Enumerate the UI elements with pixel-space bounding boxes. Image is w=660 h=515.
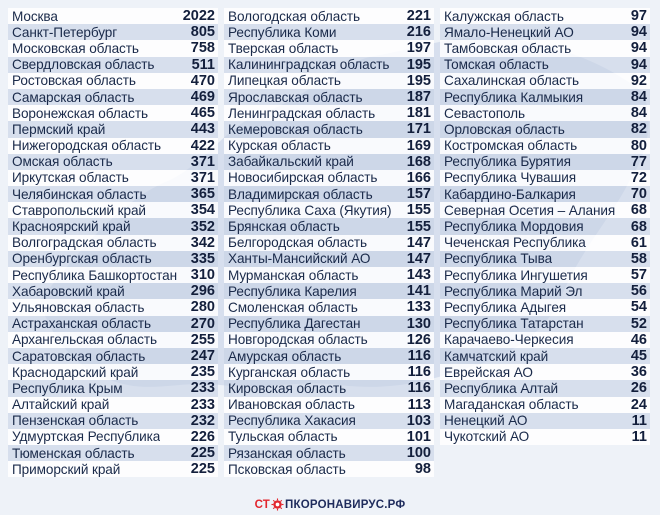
case-count: 226 bbox=[190, 428, 215, 445]
case-count: 147 bbox=[406, 250, 431, 267]
case-count: 470 bbox=[190, 72, 215, 89]
region-name: Ленинградская область bbox=[228, 105, 376, 121]
region-name: Саратовская область bbox=[12, 348, 146, 364]
table-row bbox=[224, 89, 434, 105]
case-count: 155 bbox=[406, 202, 431, 219]
footer bbox=[0, 494, 660, 515]
case-count: 116 bbox=[407, 348, 431, 365]
region-name: Челябинская область bbox=[12, 186, 147, 202]
table-row bbox=[440, 202, 650, 218]
table-row bbox=[8, 105, 218, 121]
table-row bbox=[440, 316, 650, 332]
table-row bbox=[224, 138, 434, 154]
region-name: Чеченская Республика bbox=[444, 235, 586, 251]
region-name: Республика Адыгея bbox=[444, 299, 567, 315]
region-name: Свердловская область bbox=[12, 57, 155, 73]
region-name: Алтайский край bbox=[12, 397, 110, 413]
region-name: Ивановская область bbox=[228, 397, 355, 413]
region-name: Ямало-Ненецкий АО bbox=[444, 24, 574, 40]
table-row bbox=[8, 299, 218, 315]
table-row bbox=[440, 170, 650, 186]
table-row bbox=[224, 170, 434, 186]
table-row bbox=[440, 413, 650, 429]
region-name: Рязанская область bbox=[228, 445, 346, 461]
case-count: 221 bbox=[406, 8, 431, 25]
logo-text-part1: СТ bbox=[254, 498, 271, 511]
region-name: Костромская область bbox=[444, 138, 578, 154]
case-count: 225 bbox=[190, 461, 215, 478]
table-row bbox=[224, 8, 434, 24]
region-name: Мурманская область bbox=[228, 267, 359, 283]
case-count: 11 bbox=[631, 428, 647, 445]
case-count: 61 bbox=[630, 234, 647, 251]
region-name: Республика Мордовия bbox=[444, 219, 584, 235]
case-count: 84 bbox=[630, 105, 647, 122]
table-row bbox=[440, 332, 650, 348]
case-count: 371 bbox=[190, 169, 215, 186]
case-count: 371 bbox=[190, 153, 215, 170]
case-count: 195 bbox=[406, 56, 431, 73]
table-row bbox=[8, 170, 218, 186]
region-name: Ненецкий АО bbox=[444, 413, 528, 429]
column-1 bbox=[8, 8, 218, 477]
case-count: 97 bbox=[630, 8, 647, 25]
case-count: 68 bbox=[630, 218, 647, 235]
case-count: 335 bbox=[190, 250, 215, 267]
region-name: Вологодская область bbox=[228, 8, 360, 24]
table-row bbox=[8, 121, 218, 137]
table-row bbox=[224, 121, 434, 137]
region-name: Новгородская область bbox=[228, 332, 368, 348]
case-count: 280 bbox=[190, 299, 215, 316]
table-row bbox=[440, 89, 650, 105]
region-name: Калужская область bbox=[444, 8, 564, 24]
table-row bbox=[8, 138, 218, 154]
case-count: 255 bbox=[190, 331, 215, 348]
region-name: Иркутская область bbox=[12, 170, 129, 186]
table-row bbox=[224, 461, 434, 477]
region-name: Республика Тыва bbox=[444, 251, 553, 267]
case-count: 2022 bbox=[182, 8, 215, 25]
region-name: Кемеровская область bbox=[228, 121, 363, 137]
case-count: 92 bbox=[630, 72, 647, 89]
table-row bbox=[440, 154, 650, 170]
table-row bbox=[8, 8, 218, 24]
table-row bbox=[8, 283, 218, 299]
region-name: Республика Татарстан bbox=[444, 316, 584, 332]
case-count: 270 bbox=[190, 315, 215, 332]
region-name: Санкт-Петербург bbox=[12, 24, 118, 40]
case-count: 46 bbox=[630, 331, 647, 348]
case-count: 84 bbox=[630, 89, 647, 106]
region-name: Москва bbox=[12, 8, 58, 24]
table-row bbox=[224, 105, 434, 121]
table-row bbox=[8, 202, 218, 218]
table-row bbox=[440, 397, 650, 413]
case-count: 58 bbox=[630, 250, 647, 267]
table-row bbox=[224, 267, 434, 283]
region-name: Забайкальский край bbox=[228, 154, 354, 170]
table-row bbox=[224, 24, 434, 40]
case-count: 94 bbox=[630, 40, 647, 57]
stopcoronavirus-logo bbox=[255, 498, 406, 511]
region-name: Удмуртская Республика bbox=[12, 429, 161, 445]
table-row bbox=[224, 218, 434, 234]
region-name: Республика Башкортостан bbox=[12, 267, 177, 283]
region-name: Брянская область bbox=[228, 219, 340, 235]
region-name: Липецкая область bbox=[228, 73, 341, 89]
table-row bbox=[8, 397, 218, 413]
table-row bbox=[440, 138, 650, 154]
table-row bbox=[224, 348, 434, 364]
table-row bbox=[8, 57, 218, 73]
case-count: 232 bbox=[190, 412, 215, 429]
case-count: 133 bbox=[406, 299, 431, 316]
region-name: Республика Хакасия bbox=[228, 413, 356, 429]
region-name: Камчатский край bbox=[444, 348, 549, 364]
region-name: Красноярский край bbox=[12, 219, 131, 235]
table-row bbox=[440, 73, 650, 89]
region-name: Калининградская область bbox=[228, 57, 390, 73]
case-count: 80 bbox=[630, 137, 647, 154]
region-name: Республика Крым bbox=[12, 380, 123, 396]
region-name: Республика Марий Эл bbox=[444, 283, 583, 299]
case-count: 171 bbox=[406, 121, 431, 138]
table-row bbox=[440, 364, 650, 380]
table-row bbox=[8, 73, 218, 89]
region-name: Республика Ингушетия bbox=[444, 267, 588, 283]
table-row bbox=[8, 24, 218, 40]
region-name: Республика Дагестан bbox=[228, 316, 361, 332]
table-row bbox=[440, 267, 650, 283]
region-name: Томская область bbox=[444, 57, 549, 73]
case-count: 310 bbox=[190, 267, 215, 284]
table-row bbox=[440, 24, 650, 40]
case-count: 68 bbox=[630, 202, 647, 219]
table-row bbox=[440, 8, 650, 24]
region-name: Краснодарский край bbox=[12, 364, 139, 380]
case-count: 166 bbox=[406, 169, 431, 186]
table-row bbox=[224, 235, 434, 251]
table-row bbox=[8, 251, 218, 267]
case-count: 36 bbox=[630, 364, 647, 381]
region-name: Омская область bbox=[12, 154, 113, 170]
table-row bbox=[8, 364, 218, 380]
case-count: 56 bbox=[630, 283, 647, 300]
case-count: 70 bbox=[630, 186, 647, 203]
table-row bbox=[8, 218, 218, 234]
region-name: Еврейская АО bbox=[444, 364, 533, 380]
table-row bbox=[440, 218, 650, 234]
table-row bbox=[224, 57, 434, 73]
region-name: Республика Бурятия bbox=[444, 154, 571, 170]
case-count: 100 bbox=[406, 445, 431, 462]
table-row bbox=[224, 332, 434, 348]
table-row bbox=[8, 235, 218, 251]
case-count: 465 bbox=[190, 105, 215, 122]
case-count: 758 bbox=[190, 40, 215, 57]
table-row bbox=[224, 73, 434, 89]
case-count: 101 bbox=[406, 428, 431, 445]
table-row bbox=[440, 251, 650, 267]
region-name: Северная Осетия – Алания bbox=[444, 202, 616, 218]
table-row bbox=[224, 186, 434, 202]
region-name: Волгоградская область bbox=[12, 235, 157, 251]
region-name: Магаданская область bbox=[444, 397, 579, 413]
table-row bbox=[8, 461, 218, 477]
table-row bbox=[8, 316, 218, 332]
case-count: 233 bbox=[190, 396, 215, 413]
case-count: 116 bbox=[407, 380, 431, 397]
region-name: Пензенская область bbox=[12, 413, 139, 429]
region-name: Новосибирская область bbox=[228, 170, 378, 186]
case-count: 113 bbox=[407, 396, 431, 413]
region-name: Кировская область bbox=[228, 380, 347, 396]
region-name: Воронежская область bbox=[12, 105, 148, 121]
case-count: 354 bbox=[190, 202, 215, 219]
case-count: 126 bbox=[406, 331, 431, 348]
case-count: 130 bbox=[406, 315, 431, 332]
case-count: 157 bbox=[406, 186, 431, 203]
region-name: Курганская область bbox=[228, 364, 351, 380]
case-count: 169 bbox=[406, 137, 431, 154]
table-row bbox=[440, 186, 650, 202]
region-name: Ханты-Мансийский АО bbox=[228, 251, 371, 267]
table-row bbox=[8, 348, 218, 364]
region-name: Республика Саха (Якутия) bbox=[228, 202, 392, 218]
table-row bbox=[440, 380, 650, 396]
case-count: 72 bbox=[630, 169, 647, 186]
region-name: Республика Калмыкия bbox=[444, 89, 583, 105]
table-row bbox=[440, 40, 650, 56]
table-row bbox=[224, 397, 434, 413]
table-row bbox=[440, 235, 650, 251]
region-table bbox=[8, 8, 650, 477]
region-name: Белгородская область bbox=[228, 235, 368, 251]
case-count: 342 bbox=[190, 234, 215, 251]
table-row bbox=[224, 413, 434, 429]
region-name: Московская область bbox=[12, 40, 139, 56]
table-row bbox=[224, 316, 434, 332]
virus-icon bbox=[271, 498, 284, 511]
table-row bbox=[8, 413, 218, 429]
case-count: 365 bbox=[190, 186, 215, 203]
table-row bbox=[8, 445, 218, 461]
region-name: Республика Алтай bbox=[444, 380, 559, 396]
table-row bbox=[224, 283, 434, 299]
table-row bbox=[224, 154, 434, 170]
region-name: Сахалинская область bbox=[444, 73, 579, 89]
table-row bbox=[8, 89, 218, 105]
case-count: 805 bbox=[190, 24, 215, 41]
region-name: Республика Карелия bbox=[228, 283, 357, 299]
region-name: Тюменская область bbox=[12, 445, 135, 461]
case-count: 168 bbox=[406, 153, 431, 170]
logo-text-part2: ПКОРОНАВИРУС.РФ bbox=[285, 498, 406, 511]
case-count: 98 bbox=[414, 461, 431, 478]
region-name: Нижегородская область bbox=[12, 138, 162, 154]
region-name: Курская область bbox=[228, 138, 331, 154]
case-count: 296 bbox=[190, 283, 215, 300]
case-count: 24 bbox=[630, 396, 647, 413]
table-row bbox=[440, 121, 650, 137]
case-count: 352 bbox=[190, 218, 215, 235]
table-row bbox=[8, 154, 218, 170]
table-row bbox=[440, 348, 650, 364]
table-row bbox=[440, 283, 650, 299]
case-count: 26 bbox=[630, 380, 647, 397]
case-count: 77 bbox=[630, 153, 647, 170]
case-count: 181 bbox=[406, 105, 431, 122]
region-name: Тверская область bbox=[228, 40, 339, 56]
table-row bbox=[8, 267, 218, 283]
case-count: 235 bbox=[190, 364, 215, 381]
region-name: Республика Коми bbox=[228, 24, 337, 40]
case-count: 511 bbox=[191, 56, 215, 73]
table-row bbox=[8, 332, 218, 348]
table-row bbox=[224, 40, 434, 56]
case-count: 52 bbox=[630, 315, 647, 332]
table-row bbox=[224, 429, 434, 445]
case-count: 57 bbox=[630, 267, 647, 284]
region-name: Ростовская область bbox=[12, 73, 136, 89]
case-count: 116 bbox=[407, 364, 431, 381]
case-count: 45 bbox=[630, 348, 647, 365]
table-row bbox=[8, 186, 218, 202]
table-row bbox=[224, 202, 434, 218]
region-name: Кабардино-Балкария bbox=[444, 186, 576, 202]
case-count: 187 bbox=[406, 89, 431, 106]
region-name: Астраханская область bbox=[12, 316, 151, 332]
table-row bbox=[224, 380, 434, 396]
region-name: Псковская область bbox=[228, 461, 346, 477]
case-count: 197 bbox=[406, 40, 431, 57]
case-count: 54 bbox=[630, 299, 647, 316]
table-row bbox=[440, 105, 650, 121]
region-name: Республика Чувашия bbox=[444, 170, 576, 186]
table-row bbox=[224, 445, 434, 461]
column-3 bbox=[440, 8, 650, 477]
case-count: 216 bbox=[406, 24, 431, 41]
region-name: Тамбовская область bbox=[444, 40, 572, 56]
region-name: Ставропольский край bbox=[12, 202, 146, 218]
case-count: 469 bbox=[190, 89, 215, 106]
table-row bbox=[8, 429, 218, 445]
region-name: Владимирская область bbox=[228, 186, 373, 202]
region-name: Тульская область bbox=[228, 429, 338, 445]
region-name: Приморский край bbox=[12, 461, 121, 477]
region-name: Оренбургская область bbox=[12, 251, 152, 267]
case-count: 141 bbox=[406, 283, 431, 300]
table-row bbox=[8, 40, 218, 56]
case-count: 225 bbox=[190, 445, 215, 462]
case-count: 247 bbox=[190, 348, 215, 365]
case-count: 422 bbox=[190, 137, 215, 154]
case-count: 103 bbox=[406, 412, 431, 429]
case-count: 94 bbox=[630, 56, 647, 73]
region-name: Ярославская область bbox=[228, 89, 363, 105]
case-count: 147 bbox=[406, 234, 431, 251]
region-name: Орловская область bbox=[444, 121, 565, 137]
case-count: 82 bbox=[630, 121, 647, 138]
table-row bbox=[440, 299, 650, 315]
region-name: Севастополь bbox=[444, 105, 525, 121]
region-name: Самарская область bbox=[12, 89, 135, 105]
column-2 bbox=[224, 8, 434, 477]
table-row bbox=[440, 57, 650, 73]
case-count: 443 bbox=[190, 121, 215, 138]
region-name: Пермский край bbox=[12, 121, 106, 137]
case-count: 233 bbox=[190, 380, 215, 397]
region-name: Ульяновская область bbox=[12, 299, 145, 315]
table-row bbox=[224, 364, 434, 380]
case-count: 195 bbox=[406, 72, 431, 89]
case-count: 143 bbox=[406, 267, 431, 284]
case-count: 155 bbox=[406, 218, 431, 235]
table-row bbox=[224, 251, 434, 267]
case-count: 11 bbox=[631, 412, 647, 429]
table-row bbox=[224, 299, 434, 315]
region-name: Карачаево-Черкесия bbox=[444, 332, 574, 348]
case-count: 94 bbox=[630, 24, 647, 41]
region-name: Амурская область bbox=[228, 348, 342, 364]
table-row bbox=[440, 429, 650, 445]
table-row bbox=[8, 380, 218, 396]
region-name: Чукотский АО bbox=[444, 429, 530, 445]
region-name: Хабаровский край bbox=[12, 283, 125, 299]
region-name: Смоленская область bbox=[228, 299, 358, 315]
region-name: Архангельская область bbox=[12, 332, 157, 348]
